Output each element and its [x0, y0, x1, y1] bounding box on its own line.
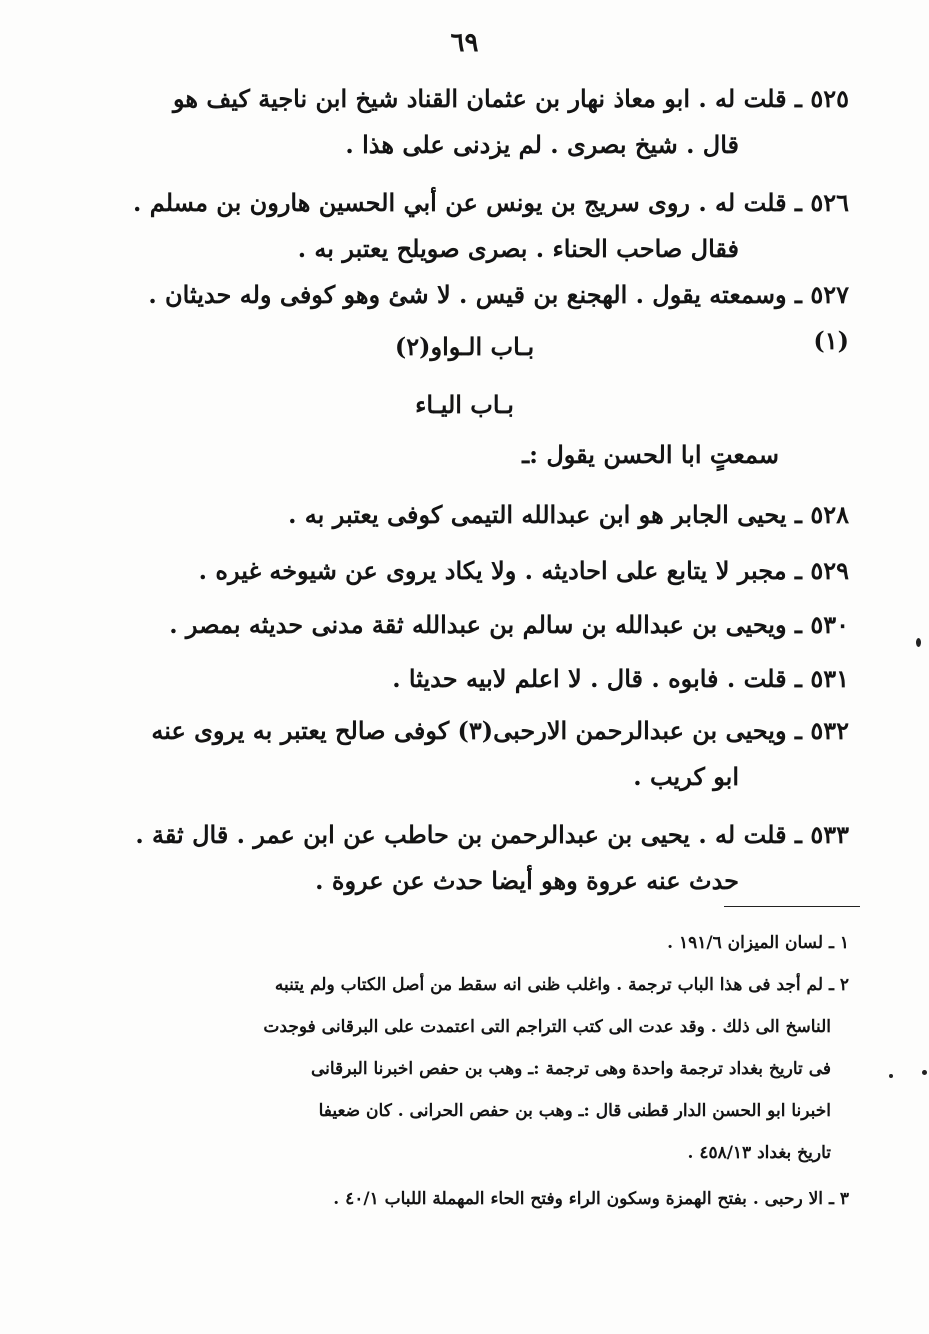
entry-number: ٥٢٥ ـ [786, 84, 849, 113]
footnote-number: ١ ـ [823, 933, 849, 953]
entry-number: ٥٢٩ ـ [786, 556, 849, 585]
entry-text: قلت له . روى سريج بن يونس عن أبي الحسين هارون بن مسلم . [133, 188, 787, 217]
entry-number: ٥٣٠ ـ [786, 610, 849, 639]
entry-number: ٥٣١ ـ [786, 664, 849, 693]
heading-bab-al-ya: بـاب اليـاء [415, 390, 514, 419]
entry-531 [129, 656, 849, 702]
footnote-line: فى تاريخ بغداد ترجمة واحدة وهى ترجمة :ـ وهب بن حفص اخبرنا البرقانى [310, 1059, 831, 1079]
scan-speck [889, 1074, 893, 1078]
entry-number: ٥٣٢ ـ [786, 716, 849, 745]
entry-text: وسمعته يقول . الهجنع بن قيس . لا شئ وهو كوفى وله حديثان .(١) [148, 280, 849, 355]
footnote-text: لم أجد فى هذا الباب ترجمة . واغلب ظنى انه سقط من أصل الكتاب ولم يتنبه [274, 975, 824, 995]
entry-533 [129, 812, 849, 904]
page-number: ٦٩ [450, 28, 479, 58]
entry-continuation: فقال صاحب الحناء . بصرى صويلح يعتبر به . [297, 234, 739, 263]
footnote-3 [79, 1178, 849, 1220]
footnote-divider [724, 906, 860, 907]
footnote-line: اخبرنا ابو الحسن الدار قطنى قال :ـ وهب بن حفص الحرانى . كان ضعيفا [318, 1101, 831, 1121]
footnote-number: ٢ ـ [823, 975, 849, 995]
entry-526 [129, 180, 849, 272]
footnote-text: لسان الميزان ١٩١/٦ . [667, 933, 824, 953]
entry-number: ٥٢٦ ـ [786, 188, 849, 217]
entry-text: ويحيى بن عبدالرحمن الارحبى(٣) كوفى صالح يعتبر به يروى عنه [151, 716, 787, 745]
entry-text: قلت . فابوه . قال . لا اعلم لابيه حديثا . [392, 664, 787, 693]
entry-529 [129, 548, 849, 594]
entry-530 [129, 602, 849, 648]
entry-continuation: قال . شيخ بصرى . لم يزدنى على هذا . [345, 130, 739, 159]
entry-text: ويحيى بن عبدالله بن سالم بن عبدالله ثقة مدنى حديثه بمصر . [169, 610, 787, 639]
footnote-line: الناسخ الى ذلك . وقد عدت الى كتب التراجم التى اعتمدت على البرقانى فوجدت [263, 1017, 831, 1037]
footnote-2 [79, 964, 849, 1174]
scan-speck [916, 638, 921, 647]
entry-text: قلت له . يحيى بن عبدالرحمن بن حاطب عن ابن عمر . قال ثقة . [135, 820, 787, 849]
footnote-1 [79, 922, 849, 964]
entry-number: ٥٢٨ ـ [786, 500, 849, 529]
heading-bab-al-waw: بـاب الـواو(٢) [394, 332, 535, 361]
footnote-number: ٣ ـ [823, 1189, 849, 1209]
intro-line: سمعتٍ ابا الحسن يقول :ـ [522, 440, 779, 469]
entry-number: ٥٣٣ ـ [786, 820, 849, 849]
footnote-line: تاريخ بغداد ٤٥٨/١٣ . [687, 1143, 831, 1163]
entry-continuation: حدث عنه عروة وهو أيضا حدث عن عروة . [315, 866, 739, 895]
entry-525 [129, 76, 849, 168]
entry-continuation: ابو كريب . [633, 762, 739, 791]
footnote-text: الا رحبى . بفتح الهمزة وسكون الراء وفتح الحاء المهملة اللباب ٤٠/١ . [333, 1189, 824, 1209]
entry-text: قلت له . ابو معاذ نهار بن عثمان القناد شيخ ابن ناجية كيف هو [172, 84, 787, 113]
entry-number: ٥٢٧ ـ [786, 280, 849, 309]
entry-532 [129, 708, 849, 800]
entry-text: مجبر لا يتابع على احاديثه . ولا يكاد يروى عن شيوخه غيره . [198, 556, 787, 585]
entry-text: يحيى الجابر هو ابن عبدالله التيمى كوفى يعتبر به . [288, 500, 787, 529]
entry-528 [129, 492, 849, 538]
scan-speck [922, 1070, 927, 1075]
